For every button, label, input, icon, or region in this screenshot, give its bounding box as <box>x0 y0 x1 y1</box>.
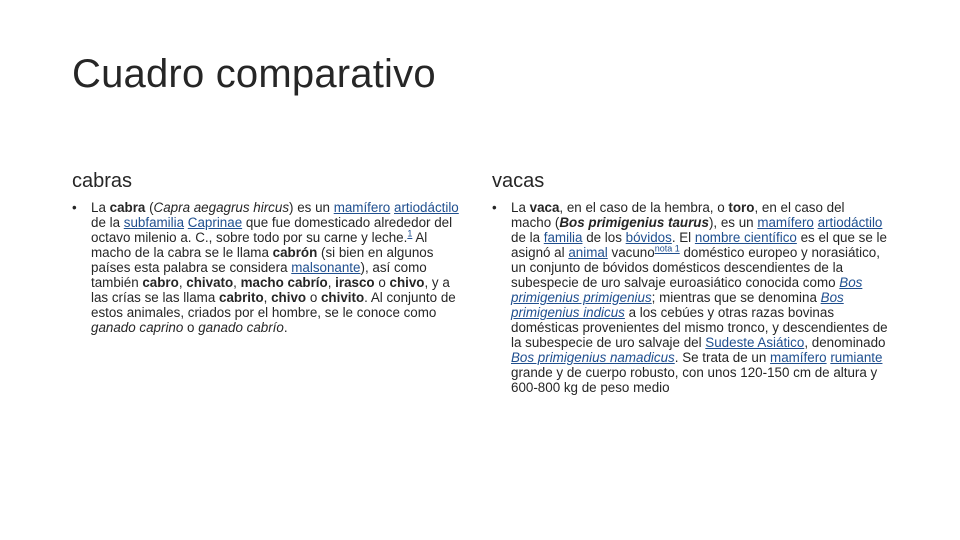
term-chivato: chivato <box>186 275 234 290</box>
cabras-text: La cabra (Capra aegagrus hircus) es un mamífero artiodáctilo de la subfamilia Caprinae que fue domesticado alrededor del octavo milenio a. C., sobre todo por su carne y leche.$^1$ Al macho de la cabra se le llama cabrón (si bien en algunos países esta palabra se considera malsonante), así como también cabro, chivato, macho cabrío, irasco o chivo, y a las crías se las llama cabrito, chivo o chivito. Al conjunto de estos animales, criados por el hombre, se le conoce como ganado caprino o ganado cabrío. <box>91 200 459 335</box>
link-mamifero[interactable]: mamífero <box>757 215 814 230</box>
term-macho-cabrio: macho cabrío <box>240 275 328 290</box>
link-bovidos[interactable]: bóvidos <box>625 230 672 245</box>
link-bos-primigenius-namadicus[interactable]: Bos primigenius namadicus <box>511 350 675 365</box>
link-bos-primigenius-primigenius[interactable]: Bos primigenius primigenius <box>511 275 863 305</box>
term-vaca: vaca <box>529 200 560 215</box>
term-chivito: chivito <box>320 290 365 305</box>
term-chivo-cria: chivo <box>271 290 307 305</box>
slide-title: Cuadro comparativo <box>72 52 436 96</box>
scientific-name: Bos primigenius taurus <box>559 215 709 230</box>
bullet-icon: • <box>72 200 77 215</box>
link-mamifero-2[interactable]: mamífero <box>770 350 827 365</box>
vacas-text: La vaca, en el caso de la hembra, o toro, en el caso del macho (Bos primigenius taurus), es un mamífero artiodáctilo de la familia de los bóvidos. El nombre científico es el que se le asignó al animal vacuno$^{nota 1}$ doméstico europeo y norasiático, un conjunto de bóvidos domésticos descendientes de la subespecie de uro salvaje euroasiático conocida como Bos primigenius primigenius; mientras que se denomina Bos primigenius indicus a los cebúes y otras razas bovinas domésticas provenientes del mismo tronco, y descendientes de la subespecie de uro salvaje del Sudeste Asiático, denominado Bos primigenius namadicus. Se trata de un mamífero rumiante grande y de cuerpo robusto, con unos 120-150 cm de altura y 600-800 kg de peso medio <box>511 200 888 395</box>
link-animal[interactable]: animal <box>568 245 608 260</box>
footnote-nota-1[interactable]: nota 1 <box>654 243 680 254</box>
link-malsonante[interactable]: malsonante <box>291 260 361 275</box>
term-cabra: cabra <box>109 200 146 215</box>
link-caprinae[interactable]: Caprinae <box>187 215 243 230</box>
footnote-1[interactable]: 1 <box>407 228 413 239</box>
term-toro: toro <box>728 200 755 215</box>
bullet-icon: • <box>492 200 497 215</box>
link-familia[interactable]: familia <box>543 230 583 245</box>
link-rumiante[interactable]: rumiante <box>830 350 883 365</box>
term-cabro: cabro <box>142 275 179 290</box>
term-ganado-cabrio: ganado cabrío <box>198 320 284 335</box>
term-chivo: chivo <box>389 275 425 290</box>
link-sudeste-asiatico[interactable]: Sudeste Asiático <box>705 335 805 350</box>
link-mamifero[interactable]: mamífero <box>333 200 391 215</box>
link-artiodactilo[interactable]: artiodáctilo <box>817 215 883 230</box>
column-heading-vacas: vacas <box>492 170 545 192</box>
link-artiodactilo[interactable]: artiodáctilo <box>394 200 459 215</box>
cabras-paragraph <box>72 200 464 335</box>
link-bos-primigenius-indicus[interactable]: Bos primigenius indicus <box>511 290 844 320</box>
term-cabrito: cabrito <box>219 290 264 305</box>
column-heading-cabras: cabras <box>72 170 133 192</box>
scientific-name: Capra aegagrus hircus <box>153 200 290 215</box>
term-irasco: irasco <box>335 275 375 290</box>
link-nombre-cientifico[interactable]: nombre científico <box>694 230 797 245</box>
term-ganado-caprino: ganado caprino <box>91 320 184 335</box>
term-cabron: cabrón <box>272 245 318 260</box>
vacas-paragraph <box>492 200 888 395</box>
link-subfamilia[interactable]: subfamilia <box>123 215 185 230</box>
